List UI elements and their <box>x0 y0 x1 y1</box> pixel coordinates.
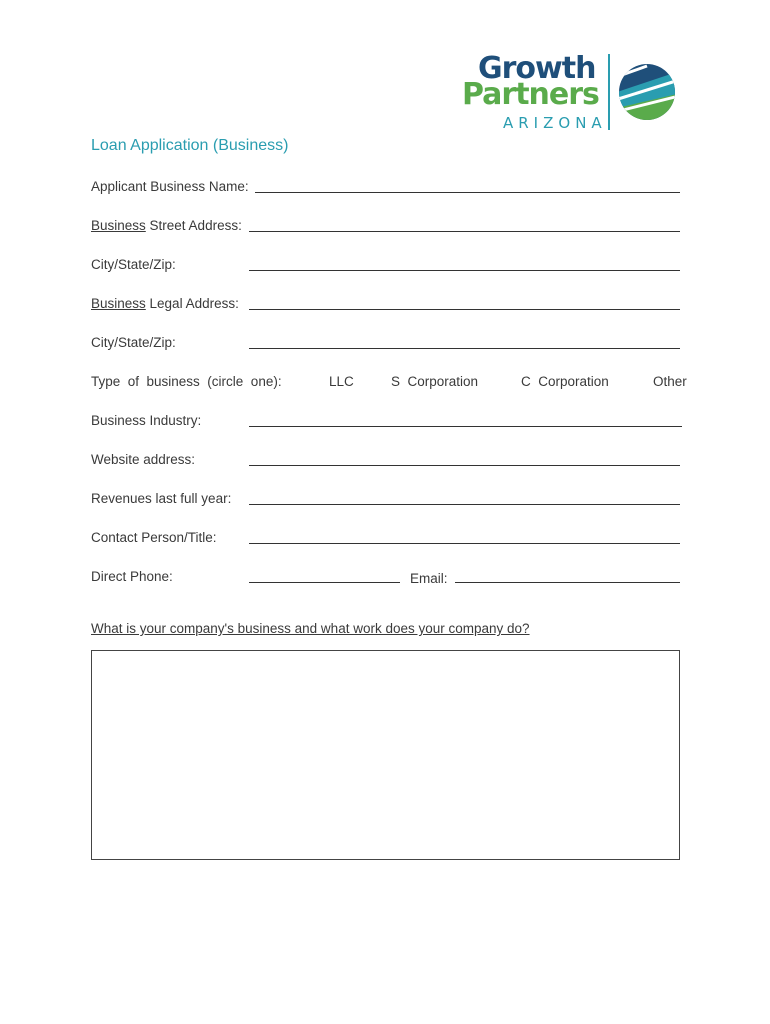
form-title: Loan Application (Business) <box>91 137 289 154</box>
legal-address-field[interactable] <box>249 309 680 310</box>
legal-city-state-zip-label: City/State/Zip: <box>91 335 176 350</box>
email-label: Email: <box>410 571 448 586</box>
legal-address-label <box>91 296 239 311</box>
legal-city-state-zip-field[interactable] <box>249 348 680 349</box>
street-address-field[interactable] <box>249 231 680 232</box>
business-type-label: Type of business (circle one): <box>91 374 282 389</box>
revenues-label: Revenues last full year: <box>91 491 232 506</box>
legal-address-label-prefix: Business <box>91 296 146 311</box>
email-field[interactable] <box>455 582 680 583</box>
website-field[interactable] <box>249 465 680 466</box>
business-description-question: What is your company's business and what work does your company do? <box>91 621 530 636</box>
business-name-label: Applicant Business Name: <box>91 179 249 194</box>
business-type-option-c-corp[interactable]: C Corporation <box>521 374 609 389</box>
website-label: Website address: <box>91 452 196 467</box>
phone-field[interactable] <box>249 582 400 583</box>
industry-label: Business Industry: <box>91 413 202 428</box>
business-type-option-s-corp[interactable]: S Corporation <box>391 374 479 389</box>
logo-divider <box>608 54 610 130</box>
contact-label: Contact Person/Title: <box>91 530 217 545</box>
business-type-option-llc[interactable]: LLC <box>329 374 354 389</box>
business-description-textarea[interactable] <box>91 650 680 860</box>
logo-arizona-text: ARIZONA <box>503 114 607 132</box>
contact-field[interactable] <box>249 543 680 544</box>
revenues-field[interactable] <box>249 504 680 505</box>
business-type-option-other[interactable]: Other <box>653 374 687 389</box>
logo-partners-text: Partners <box>462 77 599 112</box>
business-name-field[interactable] <box>255 192 680 193</box>
legal-address-label-rest: Legal Address: <box>145 296 239 311</box>
city-state-zip-field[interactable] <box>249 270 680 271</box>
logo-growth-text: Growth <box>478 51 596 86</box>
street-address-label-rest: Street Address: <box>145 218 242 233</box>
industry-field[interactable] <box>249 426 682 427</box>
city-state-zip-label: City/State/Zip: <box>91 257 176 272</box>
street-address-label-prefix: Business <box>91 218 146 233</box>
street-address-label <box>91 218 242 233</box>
logo-mark-icon <box>617 62 677 122</box>
phone-label: Direct Phone: <box>91 569 173 584</box>
